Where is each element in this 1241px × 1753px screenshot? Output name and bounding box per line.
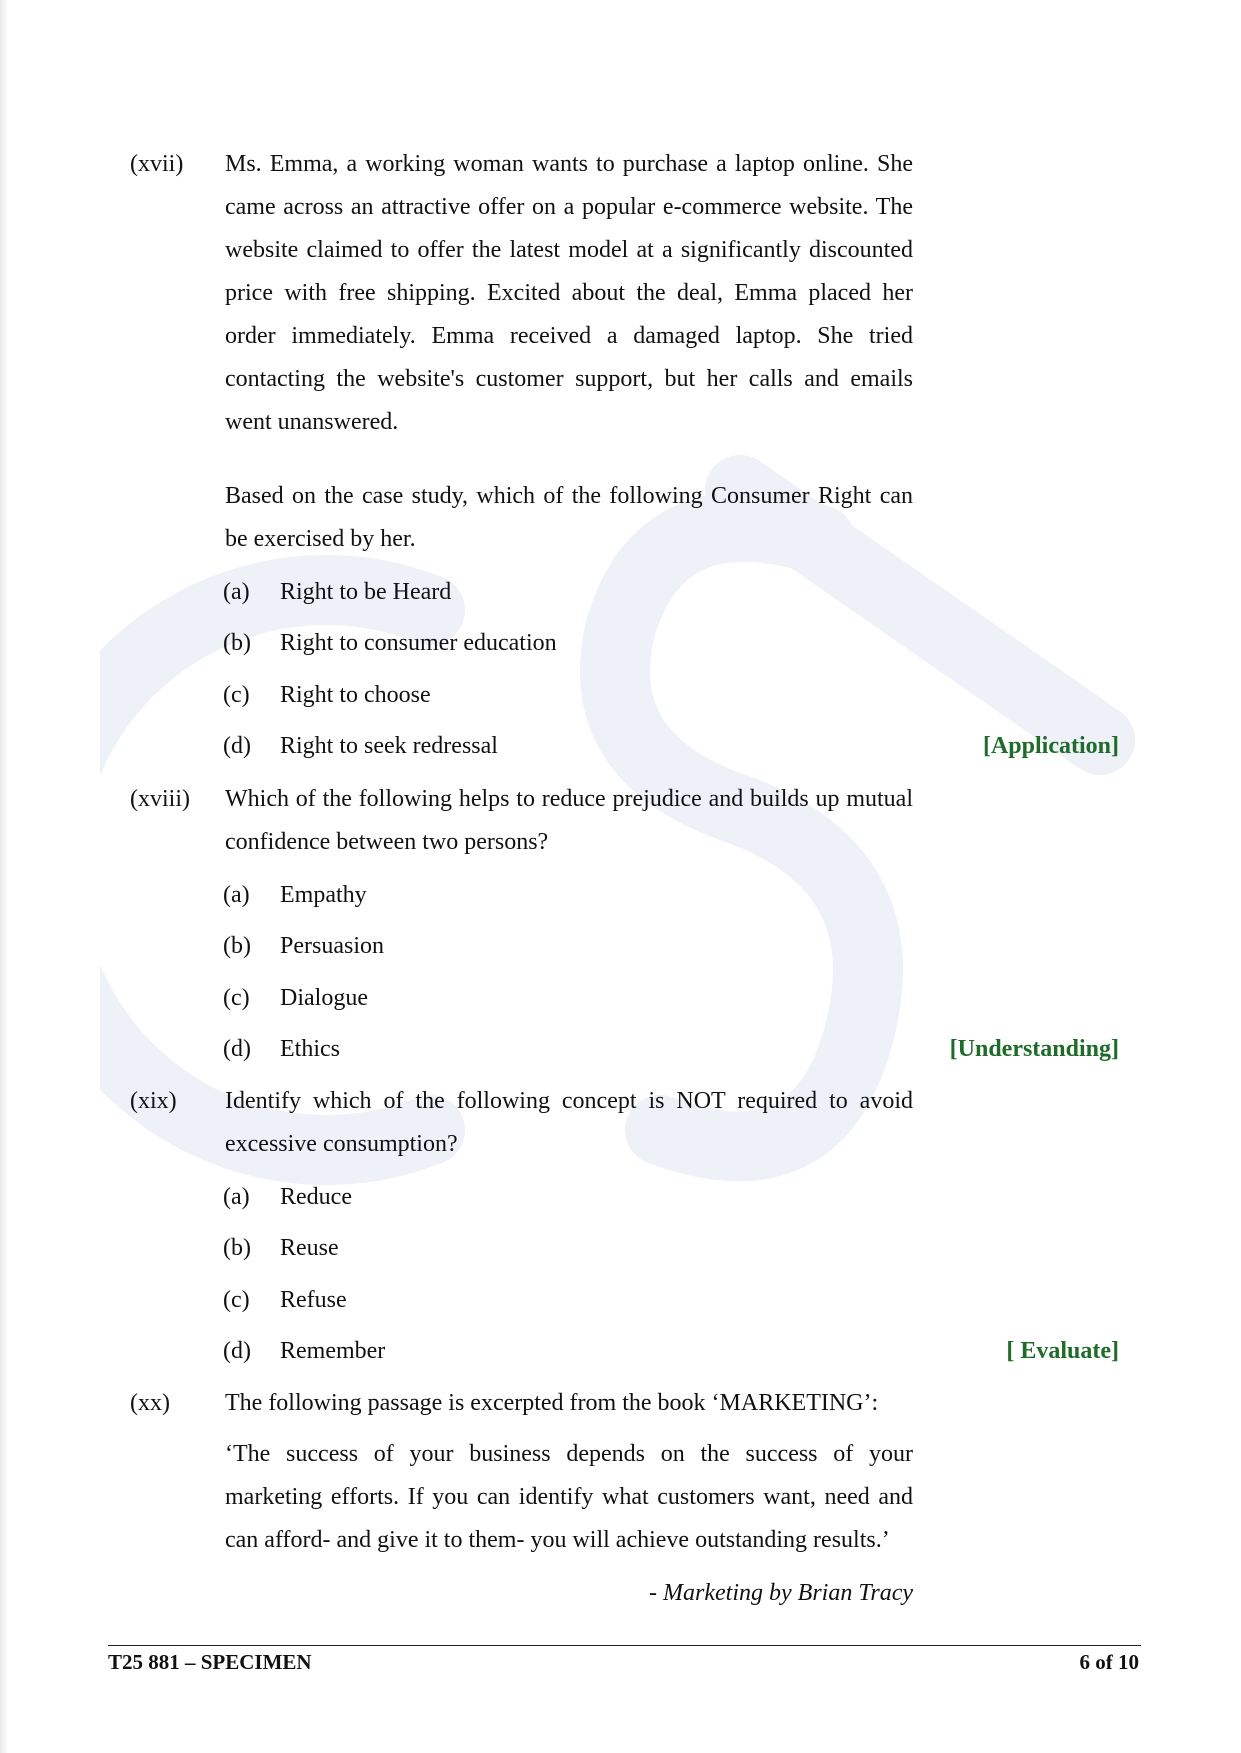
watermark-text: CISCE bbox=[120, 1243, 177, 1265]
option-text: Dialogue bbox=[280, 985, 368, 1011]
option-text: Right to be Heard bbox=[280, 579, 452, 605]
question-number-xviii: (xviii) bbox=[130, 786, 190, 812]
option-letter: (d) bbox=[223, 733, 251, 759]
question-xvii-passage: Ms. Emma, a working woman wants to purchase a laptop online. She came across an attractive offer on a popular e-commerce website. The website claimed to offer the latest model at a significantly discounted price with free shipping. Excited about the deal, Emma placed her order immediately. Emma received a damaged laptop. She tried contacting the website's customer support, but her calls and emails went unanswered. bbox=[225, 151, 913, 435]
option-letter: (a) bbox=[223, 882, 250, 908]
question-number-xix: (xix) bbox=[130, 1088, 177, 1114]
cognitive-level-tag: [Application] bbox=[982, 733, 1119, 759]
option-text: Empathy bbox=[280, 882, 367, 908]
option-text: Right to choose bbox=[280, 682, 431, 708]
option-letter: (d) bbox=[223, 1036, 251, 1062]
option-text: Remember bbox=[280, 1338, 386, 1364]
question-xx-intro: The following passage is excerpted from the book ‘MARKETING’: bbox=[225, 1390, 879, 1416]
option-letter: (a) bbox=[223, 1184, 250, 1210]
quote-source: - Marketing by Brian Tracy bbox=[649, 1580, 913, 1606]
option-letter: (c) bbox=[223, 1287, 250, 1313]
option-letter: (d) bbox=[223, 1338, 251, 1364]
cognitive-level-tag: [ Evaluate] bbox=[1006, 1338, 1119, 1364]
option-letter: (c) bbox=[223, 985, 250, 1011]
question-number-xvii: (xvii) bbox=[130, 151, 184, 177]
option-text: Right to seek redressal bbox=[280, 733, 498, 759]
option-text: Refuse bbox=[280, 1287, 347, 1313]
option-letter: (b) bbox=[223, 933, 251, 959]
question-number-xx: (xx) bbox=[130, 1390, 170, 1416]
option-letter: (c) bbox=[223, 682, 250, 708]
footer-divider bbox=[108, 1645, 1141, 1646]
option-text: Reduce bbox=[280, 1184, 352, 1210]
option-letter: (b) bbox=[223, 630, 251, 656]
option-text: Ethics bbox=[280, 1036, 340, 1062]
page-number: 6 of 10 bbox=[1079, 1650, 1139, 1674]
option-text: Reuse bbox=[280, 1235, 339, 1261]
question-xx-quote: ‘The success of your business depends on the success of your marketing efforts. If you can identify what customers want, need and can afford- and give it to them- you will achieve outstanding results.’ bbox=[225, 1441, 913, 1553]
option-letter: (b) bbox=[223, 1235, 251, 1261]
option-letter: (a) bbox=[223, 579, 250, 605]
option-text: Right to consumer education bbox=[280, 630, 557, 656]
question-xvii-prompt: Based on the case study, which of the following Consumer Right can be exercised by her. bbox=[225, 483, 913, 552]
cognitive-level-tag: [Understanding] bbox=[949, 1036, 1119, 1062]
question-xviii-text: Which of the following helps to reduce prejudice and builds up mutual confidence between two persons? bbox=[225, 786, 913, 855]
option-text: Persuasion bbox=[280, 933, 384, 959]
question-xix-text: Identify which of the following concept is NOT required to avoid excessive consumption? bbox=[225, 1088, 913, 1157]
page-edge-shadow bbox=[0, 0, 8, 1753]
paper-code: T25 881 – SPECIMEN bbox=[108, 1650, 312, 1674]
